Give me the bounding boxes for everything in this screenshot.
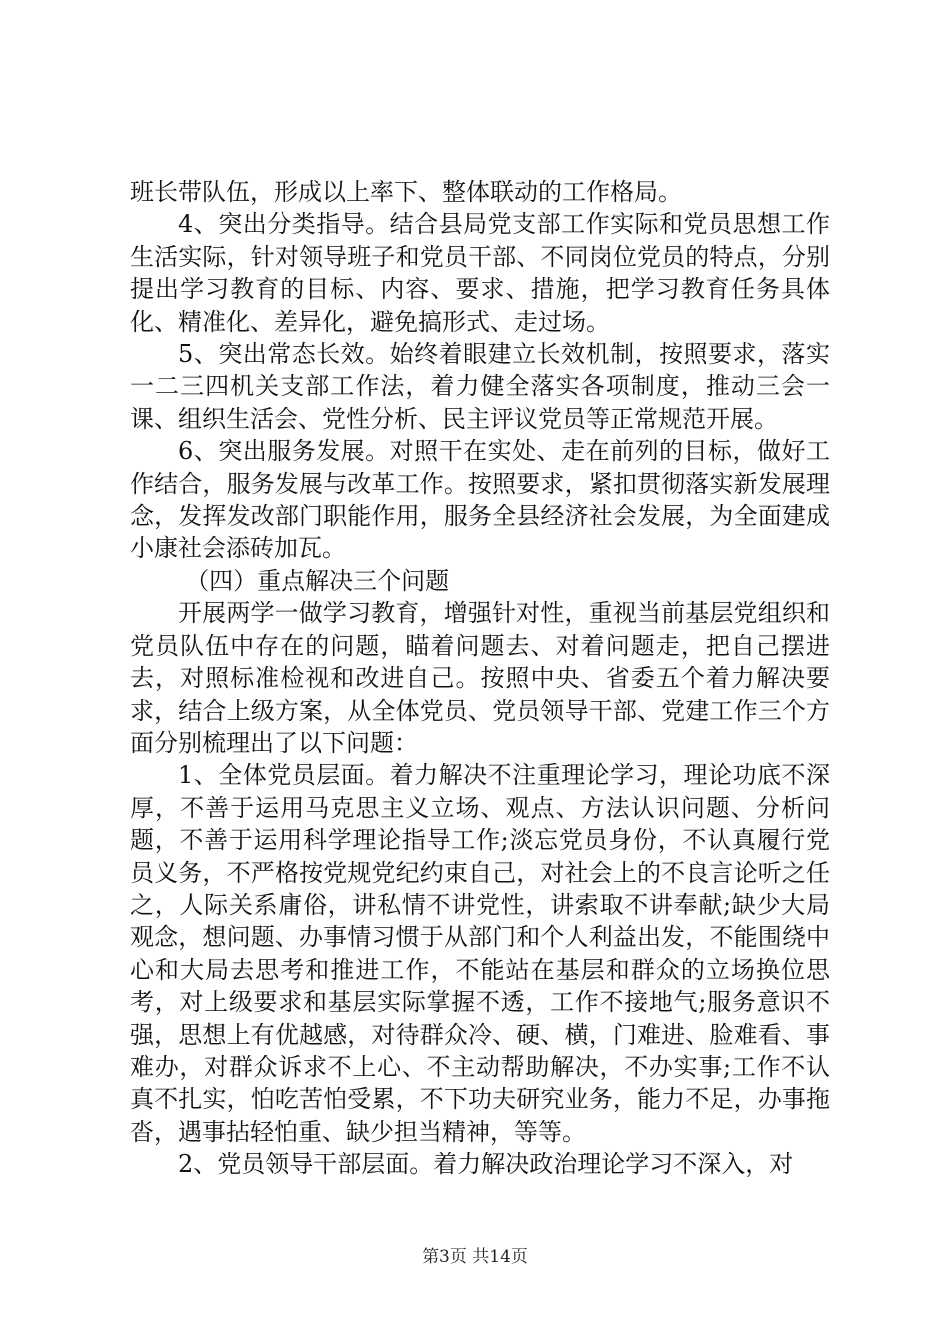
paragraph-item-5: 5、突出常态长效。始终着眼建立长效机制，按照要求，落实一二三四机关支部工作法，着力健全落实各项制度，推动三会一课、组织生活会、党性分析、民主评议党员等正常规范开展。 (130, 340, 830, 433)
page-footer: 第3页 共14页 (422, 1247, 528, 1267)
document-body (130, 176, 830, 1181)
paragraph-item-6: 6、突出服务发展。对照干在实处、走在前列的目标，做好工作结合，服务发展与改革工作。按照要求，紧扣贯彻落实新发展理念，发挥发改部门职能作用，服务全县经济社会发展，为全面建成小康社会添砖加瓦。 (130, 437, 830, 563)
paragraph-intro: 开展两学一做学习教育，增强针对性，重视当前基层党组织和党员队伍中存在的问题，瞄着问题去、对着问题走，把自己摆进去，对照标准检视和改进自己。按照中央、省委五个着力解决要求，结合上级方案，从全体党员、党员领导干部、党建工作三个方面分别梳理出了以下问题： (130, 599, 830, 757)
paragraph-level-2: 2、党员领导干部层面。着力解决政治理论学习不深入，对 (178, 1150, 794, 1179)
paragraph-level-1: 1、全体党员层面。着力解决不注重理论学习，理论功底不深厚，不善于运用马克思主义立场、观点、方法认识问题、分析问题，不善于运用科学理论指导工作;淡忘党员身份，不认真履行党员义务，不严格按党规党纪约束自己，对社会上的不良言论听之任之，人际关系庸俗，讲私情不讲党性，讲索取不讲奉献;缺少大局观念，想问题、办事情习惯于从部门和个人利益出发，不能围绕中心和大局去思考和推进工作，不能站在基层和群众的立场换位思考，对上级要求和基层实际掌握不透，工作不接地气;服务意识不强，思想上有优越感，对待群众冷、硬、横，门难进、脸难看、事难办，对群众诉求不上心、不主动帮助解决，不办实事;工作不认真不扎实，怕吃苦怕受累，不下功夫研究业务，能力不足，办事拖沓，遇事拈轻怕重、缺少担当精神，等等。 (130, 761, 830, 1146)
section-heading: （四）重点解决三个问题 (185, 566, 450, 595)
paragraph-continuation: 班长带队伍，形成以上率下、整体联动的工作格局。 (130, 178, 682, 206)
paragraph-item-4: 4、突出分类指导。结合县局党支部工作实际和党员思想工作生活实际，针对领导班子和党员干部、不同岗位党员的特点，分别提出学习教育的目标、内容、要求、措施，把学习教育任务具体化、精准化、差异化，避免搞形式、走过场。 (130, 210, 830, 336)
